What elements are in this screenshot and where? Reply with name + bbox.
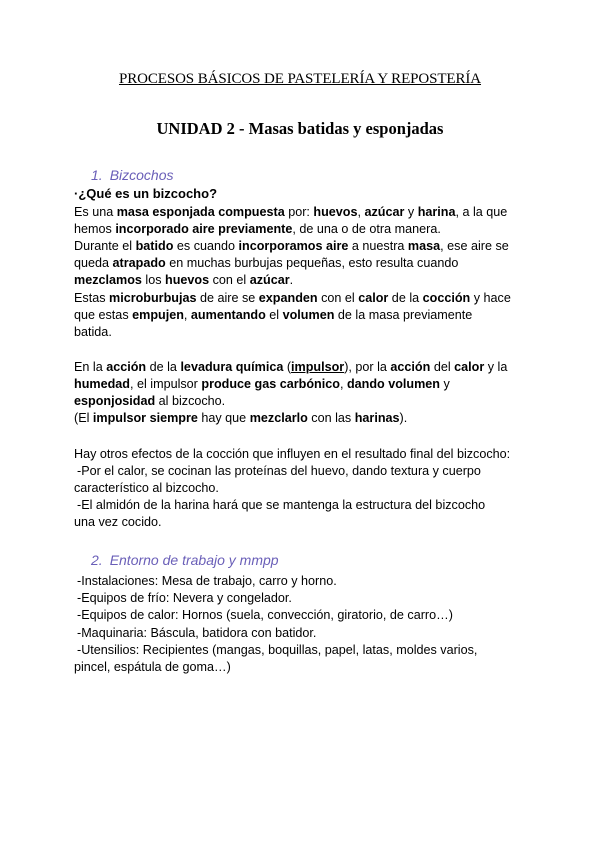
paragraph-line: batida. — [74, 325, 112, 339]
paragraph-line: Es una masa esponjada compuesta por: huevos, azúcar y harina, a la que — [74, 205, 508, 219]
list-item: -Maquinaria: Báscula, batidora con batidor. — [77, 626, 317, 640]
paragraph-line: que estas empujen, aumentando el volumen de la masa previamente — [74, 308, 473, 322]
list-item: -Equipos de calor: Hornos (suela, convección, giratorio, de carro…) — [77, 608, 453, 622]
paragraph-line: humedad, el impulsor produce gas carbónico, dando volumen y — [74, 377, 450, 391]
question-heading: ·¿Qué es un bizcocho? — [74, 186, 218, 201]
section-title: Bizcochos — [109, 167, 174, 183]
paragraph-line: mezclamos los huevos con el azúcar. — [74, 273, 294, 287]
paragraph-line: esponjosidad al bizcocho. — [74, 394, 226, 408]
section-title: Entorno de trabajo y mmpp — [109, 552, 279, 568]
section-number: 2. — [91, 552, 103, 568]
section-heading-entorno — [91, 552, 279, 568]
section-number: 1. — [91, 167, 103, 183]
paragraph-line: una vez cocido. — [74, 515, 162, 529]
document-title: PROCESOS BÁSICOS DE PASTELERÍA Y REPOSTERÍA — [118, 71, 482, 87]
list-item: -Por el calor, se cocinan las proteínas del huevo, dando textura y cuerpo — [77, 464, 481, 478]
paragraph-line: (El impulsor siempre hay que mezclarlo con las harinas). — [74, 411, 408, 425]
paragraph-line: Estas microburbujas de aire se expanden con el calor de la cocción y hace — [74, 291, 511, 305]
list-item: -Equipos de frío: Nevera y congelador. — [77, 591, 292, 605]
list-item: -Instalaciones: Mesa de trabajo, carro y horno. — [77, 574, 337, 588]
list-item-continuation: pincel, espátula de goma…) — [74, 660, 231, 674]
paragraph-line: Durante el batido es cuando incorporamos aire a nuestra masa, ese aire se — [74, 239, 509, 253]
paragraph-line: Hay otros efectos de la cocción que influyen en el resultado final del bizcocho: — [74, 447, 511, 461]
list-item: -El almidón de la harina hará que se mantenga la estructura del bizcocho — [77, 498, 486, 512]
list-item: -Utensilios: Recipientes (mangas, boquillas, papel, latas, moldes varios, — [77, 643, 478, 657]
section-heading-bizcochos — [91, 167, 174, 183]
paragraph-line: En la acción de la levadura química (impulsor), por la acción del calor y la — [74, 360, 508, 374]
unit-title: UNIDAD 2 - Masas batidas y esponjadas — [156, 119, 444, 138]
paragraph-line: característico al bizcocho. — [74, 481, 219, 495]
paragraph-line: queda atrapado en muchas burbujas pequeñas, esto resulta cuando — [74, 256, 459, 270]
paragraph-line: hemos incorporado aire previamente, de una o de otra manera. — [74, 222, 441, 236]
